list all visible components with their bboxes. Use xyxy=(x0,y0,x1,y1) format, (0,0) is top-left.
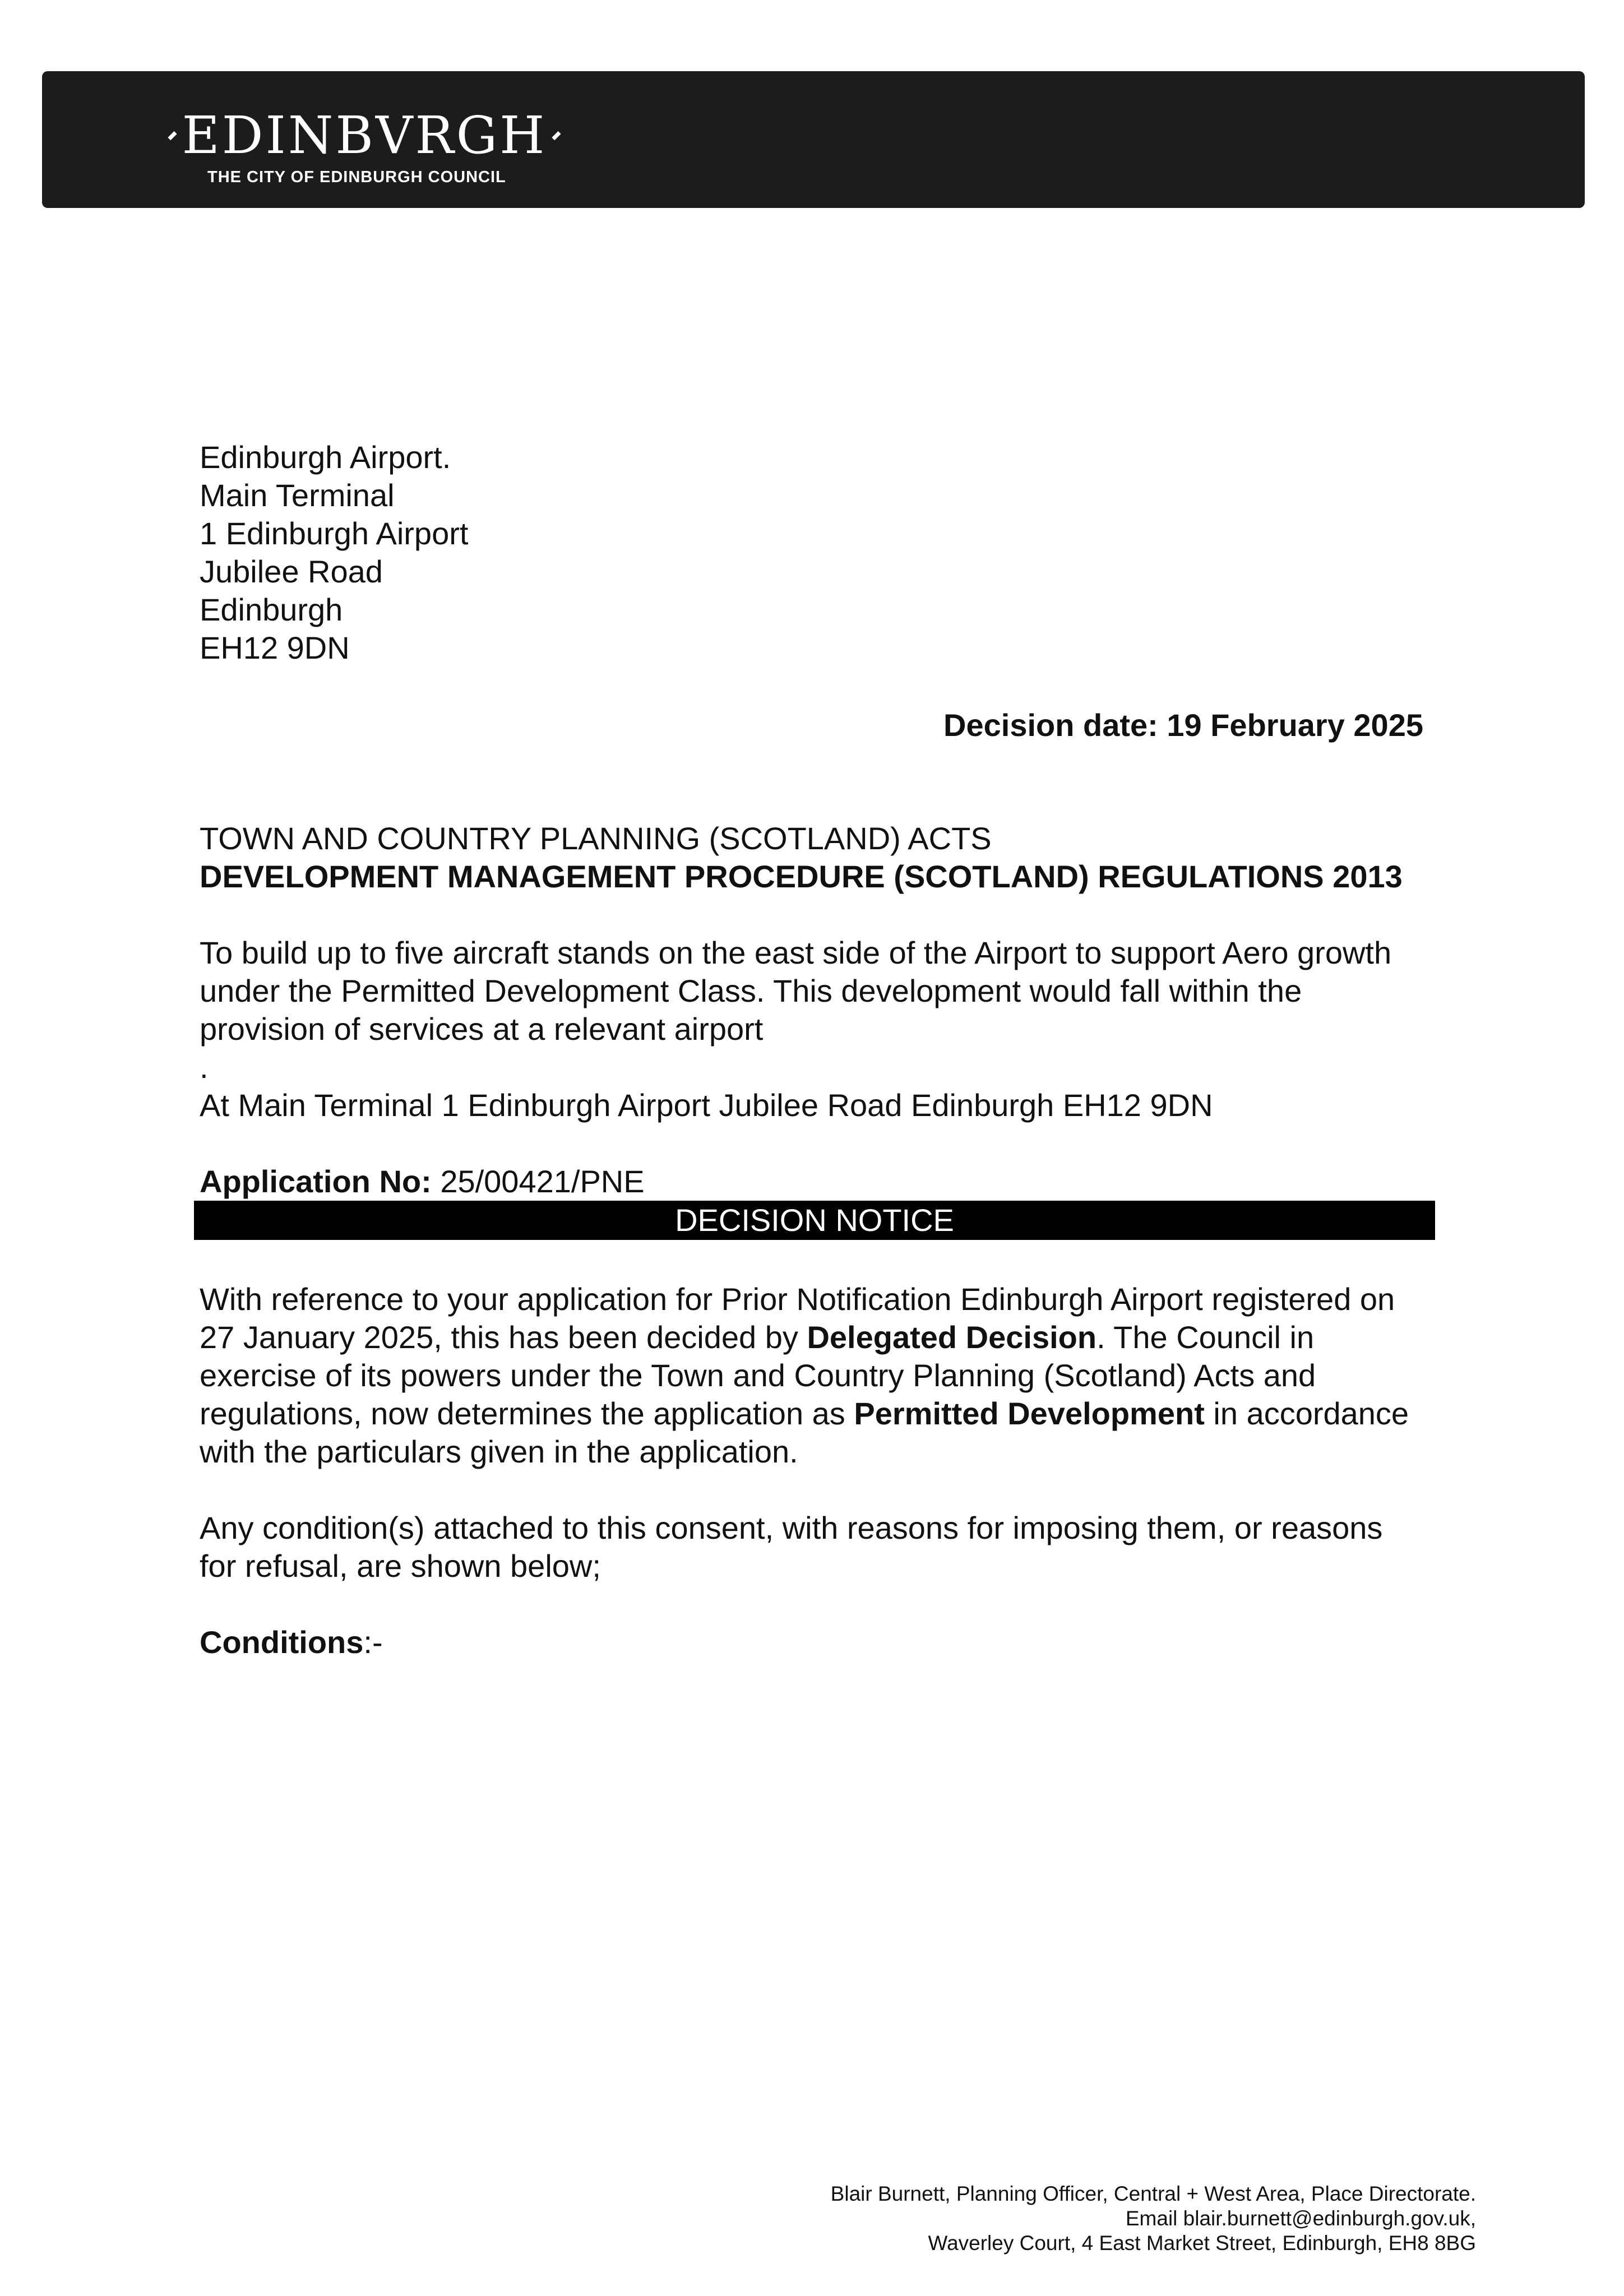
delegated-decision-text: Delegated Decision xyxy=(807,1320,1097,1355)
footer-email: Email blair.burnett@edinburgh.gov.uk, xyxy=(1125,2207,1476,2230)
body-p1-line-4 xyxy=(200,1395,1409,1433)
proposal-line-3: provision of services at a relevant airport xyxy=(200,1011,764,1047)
application-number-row xyxy=(200,1163,645,1201)
application-label: Application No: xyxy=(200,1164,432,1199)
body-p1-line-2 xyxy=(200,1318,1314,1357)
logo-word: EDINBVRGH xyxy=(182,105,547,165)
logo-diamond-left-icon xyxy=(168,131,177,140)
permitted-development-text: Permitted Development xyxy=(854,1396,1205,1431)
body-p2-line-2: for refusal, are shown below; xyxy=(200,1548,601,1584)
address-line-3: 1 Edinburgh Airport xyxy=(200,516,469,551)
footer-address: Waverley Court, 4 East Market Street, Edinburgh, EH8 8BG xyxy=(928,2232,1476,2255)
proposal-line-1: To build up to five aircraft stands on the east side of the Airport to support Aero growth xyxy=(200,935,1392,970)
proposal-line-4: . xyxy=(200,1049,209,1085)
decision-notice-banner: DECISION NOTICE xyxy=(194,1201,1435,1240)
address-line-2: Main Terminal xyxy=(200,478,395,513)
address-line-4: Jubilee Road xyxy=(200,554,383,589)
decision-date: Decision date: 19 February 2025 xyxy=(943,707,1423,743)
body-p1-line-2-post: . The Council in xyxy=(1096,1320,1315,1355)
footer-officer: Blair Burnett, Planning Officer, Central + West Area, Place Directorate. xyxy=(830,2182,1476,2205)
proposal-location: At Main Terminal 1 Edinburgh Airport Jubilee Road Edinburgh EH12 9DN xyxy=(200,1087,1213,1123)
body-p1-line-1: With reference to your application for Prior Notification Edinburgh Airport registered on xyxy=(200,1281,1395,1317)
regulations-heading: DEVELOPMENT MANAGEMENT PROCEDURE (SCOTLAND) REGULATIONS 2013 xyxy=(200,859,1403,894)
body-p1-line-3: exercise of its powers under the Town and Country Planning (Scotland) Acts and xyxy=(200,1358,1316,1393)
footer-contact xyxy=(831,2182,1476,2256)
conditions-heading xyxy=(200,1623,383,1661)
conditions-label: Conditions xyxy=(200,1624,364,1660)
council-logo xyxy=(163,105,566,187)
logo-diamond-right-icon xyxy=(552,131,561,140)
body-p1-line-4-post: in accordance xyxy=(1204,1396,1409,1431)
body-p2-line-1: Any condition(s) attached to this consent, with reasons for imposing them, or reasons xyxy=(200,1510,1383,1545)
proposal-line-2: under the Permitted Development Class. This development would fall within the xyxy=(200,973,1302,1008)
logo-subtitle: THE CITY OF EDINBURGH COUNCIL xyxy=(207,168,506,186)
logo-wordmark xyxy=(163,105,566,165)
address-line-5: Edinburgh xyxy=(200,592,343,627)
address-line-1: Edinburgh Airport. xyxy=(200,439,451,475)
acts-heading: TOWN AND COUNTRY PLANNING (SCOTLAND) ACTS xyxy=(200,821,992,856)
body-p1-line-2-pre: 27 January 2025, this has been decided by xyxy=(200,1320,807,1355)
application-number: 25/00421/PNE xyxy=(440,1164,645,1199)
body-p1-line-5: with the particulars given in the application. xyxy=(200,1434,798,1469)
body-p1-line-4-pre: regulations, now determines the application as xyxy=(200,1396,854,1431)
conditions-suffix: :- xyxy=(363,1624,383,1660)
address-line-6: EH12 9DN xyxy=(200,630,350,665)
